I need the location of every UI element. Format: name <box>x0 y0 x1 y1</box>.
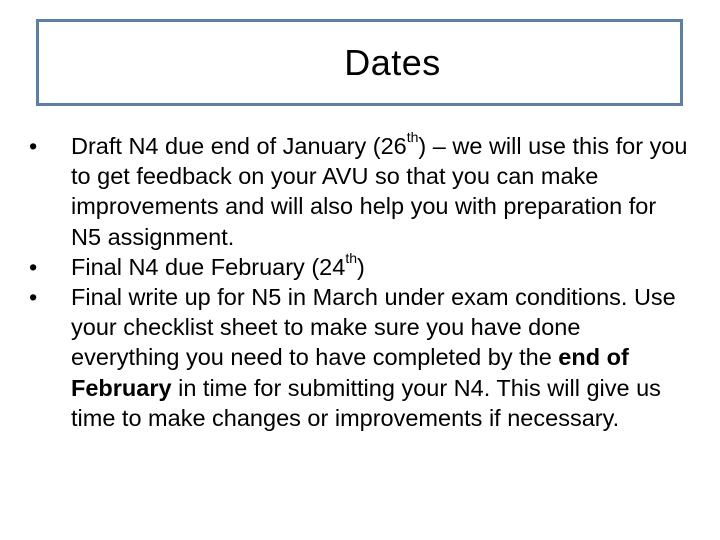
bullet-dot-icon: • <box>29 133 38 159</box>
bullet-text: Final N4 due February (24 <box>71 253 346 280</box>
bullet-text: in time for submitting your N4. This will give us time to make changes or improvements if necessary. <box>71 374 661 431</box>
slide-title: Dates <box>344 41 441 83</box>
bullet-item-draft-n4 <box>29 131 689 252</box>
bullet-dot-icon: • <box>29 284 38 311</box>
bullet-dot-icon: • <box>29 253 38 280</box>
bold-deadline: end of February <box>71 344 629 401</box>
bullet-text: ) <box>357 253 365 280</box>
bullet-item-final-n4 <box>29 249 689 282</box>
bullet-text: Final write up for N5 in March under exam conditions. Use your checklist sheet to make sure you have done everything you need to have completed by the <box>71 284 676 371</box>
superscript: th <box>406 129 419 146</box>
bullet-text: Draft N4 due end of January (26 <box>71 133 407 159</box>
bullet-list <box>29 131 689 433</box>
superscript: th <box>345 249 357 266</box>
bullet-item-final-n5 <box>29 282 689 433</box>
title-box <box>36 19 683 106</box>
bullet-text: ) – we will use this for you to get feedback on your AVU so that you can make improvements and will also help you with preparation for N5 assignment. <box>71 133 688 250</box>
